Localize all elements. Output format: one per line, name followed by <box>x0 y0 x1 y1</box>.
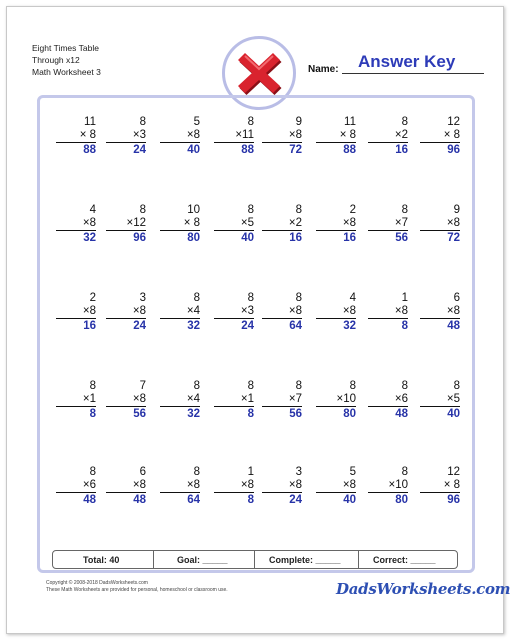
problem-answer: 32 <box>187 320 200 332</box>
problem-answer: 56 <box>395 232 408 244</box>
problem <box>316 466 356 507</box>
problem <box>368 380 408 421</box>
problem <box>368 292 408 333</box>
problem <box>160 204 200 245</box>
problem-top-number: 3 <box>139 292 146 304</box>
problem-top-number: 8 <box>349 380 356 392</box>
problem <box>56 292 96 333</box>
problem-top-number: 8 <box>401 116 408 128</box>
problem-top-number: 1 <box>247 466 254 478</box>
problem-answer: 80 <box>343 408 356 420</box>
problem-multiplier: ×8 <box>420 305 460 319</box>
problem-answer: 96 <box>133 232 146 244</box>
copyright-line-1: Copyright © 2008-2018 DadsWorksheets.com <box>46 580 148 586</box>
problem-multiplier: ×6 <box>368 393 408 407</box>
problem-answer: 64 <box>289 320 302 332</box>
problem-multiplier: ×8 <box>106 479 146 493</box>
problem <box>160 292 200 333</box>
problem-multiplier: ×8 <box>262 305 302 319</box>
problem <box>420 292 460 333</box>
problem <box>316 292 356 333</box>
problem <box>56 380 96 421</box>
problem <box>106 116 146 157</box>
problem-answer: 80 <box>395 494 408 506</box>
problem-answer: 40 <box>343 494 356 506</box>
problem <box>316 116 356 157</box>
problem-multiplier: ×5 <box>214 217 254 231</box>
problem-answer: 48 <box>395 408 408 420</box>
problem-answer: 24 <box>133 320 146 332</box>
problem-multiplier: ×8 <box>160 129 200 143</box>
problem-multiplier: ×7 <box>368 217 408 231</box>
problem-top-number: 8 <box>193 380 200 392</box>
problem <box>420 466 460 507</box>
problem-answer: 48 <box>133 494 146 506</box>
problem <box>316 380 356 421</box>
problem-top-number: 10 <box>187 204 200 216</box>
problem-answer: 56 <box>289 408 302 420</box>
problem-answer: 32 <box>83 232 96 244</box>
problem-multiplier: ×8 <box>56 305 96 319</box>
problem <box>368 204 408 245</box>
copyright-notice <box>46 580 228 594</box>
problem-top-number: 8 <box>139 204 146 216</box>
problem-multiplier: ×1 <box>214 393 254 407</box>
problem-top-number: 8 <box>295 292 302 304</box>
problem-multiplier: ×8 <box>316 479 356 493</box>
problem-top-number: 12 <box>447 116 460 128</box>
name-field <box>308 52 486 76</box>
problem-top-number: 4 <box>349 292 356 304</box>
score-bar <box>52 550 458 569</box>
problem-multiplier: ×4 <box>160 393 200 407</box>
problem <box>214 292 254 333</box>
problem-answer: 16 <box>83 320 96 332</box>
problem-top-number: 9 <box>295 116 302 128</box>
problem-top-number: 5 <box>193 116 200 128</box>
problem-top-number: 6 <box>453 292 460 304</box>
problem <box>106 380 146 421</box>
problem-answer: 24 <box>289 494 302 506</box>
problem-multiplier: ×8 <box>106 393 146 407</box>
problem-answer: 64 <box>187 494 200 506</box>
problem <box>56 204 96 245</box>
problem-answer: 8 <box>89 408 96 420</box>
correct-label: Correct: _____ <box>373 555 436 565</box>
problem-top-number: 11 <box>344 116 356 128</box>
problem <box>262 466 302 507</box>
problem <box>420 116 460 157</box>
problem-answer: 32 <box>343 320 356 332</box>
problem-top-number: 4 <box>89 204 96 216</box>
problem-top-number: 2 <box>89 292 96 304</box>
problem-top-number: 12 <box>447 466 460 478</box>
copyright-line-2: These Math Worksheets are provided for personal, homeschool or classroom use. <box>46 587 228 593</box>
problem <box>316 204 356 245</box>
problem-answer: 48 <box>447 320 460 332</box>
problem <box>160 116 200 157</box>
problem-answer: 24 <box>241 320 254 332</box>
problem <box>420 380 460 421</box>
problem-top-number: 8 <box>453 380 460 392</box>
goal-label: Goal: _____ <box>177 555 228 565</box>
problem-answer: 8 <box>247 494 254 506</box>
problem-top-number: 8 <box>401 204 408 216</box>
problem-multiplier: × 8 <box>56 129 96 143</box>
problem <box>368 466 408 507</box>
problem-multiplier: ×7 <box>262 393 302 407</box>
score-divider <box>254 551 255 568</box>
problem-multiplier: ×3 <box>106 129 146 143</box>
problem-answer: 72 <box>289 144 302 156</box>
problem-top-number: 8 <box>247 292 254 304</box>
problem-top-number: 8 <box>89 466 96 478</box>
problem <box>262 380 302 421</box>
problem-multiplier: ×6 <box>56 479 96 493</box>
problem-multiplier: ×8 <box>214 479 254 493</box>
problem <box>214 204 254 245</box>
problem-answer: 40 <box>187 144 200 156</box>
problem <box>214 116 254 157</box>
problem-multiplier: ×8 <box>368 305 408 319</box>
problem <box>106 204 146 245</box>
worksheet-title-block <box>32 42 101 78</box>
problem <box>214 466 254 507</box>
problem-answer: 16 <box>289 232 302 244</box>
problem-top-number: 11 <box>84 116 96 128</box>
answer-key-heading: Answer Key <box>358 52 456 71</box>
total-label: Total: 40 <box>83 555 120 565</box>
complete-label: Complete: _____ <box>269 555 341 565</box>
problem <box>56 466 96 507</box>
problem-answer: 24 <box>133 144 146 156</box>
problem-answer: 40 <box>241 232 254 244</box>
problem <box>262 292 302 333</box>
problem-top-number: 8 <box>193 292 200 304</box>
problem-top-number: 2 <box>349 204 356 216</box>
problem-multiplier: ×2 <box>368 129 408 143</box>
title-line-3: Math Worksheet 3 <box>32 67 101 77</box>
problem-answer: 96 <box>447 144 460 156</box>
problem <box>160 466 200 507</box>
brand-logo: DadsWorksheets.com <box>336 580 511 598</box>
problem <box>56 116 96 157</box>
problem-multiplier: ×8 <box>262 129 302 143</box>
problem-top-number: 3 <box>295 466 302 478</box>
red-x-icon <box>235 49 283 97</box>
problem-multiplier: ×8 <box>420 217 460 231</box>
problem-top-number: 9 <box>453 204 460 216</box>
name-label: Name: <box>308 64 339 75</box>
problem-answer: 32 <box>187 408 200 420</box>
problem-answer: 8 <box>401 320 408 332</box>
problem-top-number: 8 <box>295 380 302 392</box>
problem-answer: 88 <box>241 144 254 156</box>
problem <box>262 204 302 245</box>
problem-multiplier: ×1 <box>56 393 96 407</box>
problem-answer: 96 <box>447 494 460 506</box>
title-line-1: Eight Times Table <box>32 43 99 53</box>
problem <box>420 204 460 245</box>
problem-multiplier: ×3 <box>214 305 254 319</box>
problem-multiplier: × 8 <box>420 129 460 143</box>
title-line-2: Through x12 <box>32 55 80 65</box>
problem <box>106 292 146 333</box>
problem-answer: 88 <box>343 144 356 156</box>
problem <box>214 380 254 421</box>
problem-multiplier: ×8 <box>262 479 302 493</box>
problem-top-number: 8 <box>295 204 302 216</box>
problem-multiplier: ×8 <box>160 479 200 493</box>
problem-top-number: 1 <box>401 292 408 304</box>
problem-answer: 40 <box>447 408 460 420</box>
problem-top-number: 8 <box>247 116 254 128</box>
score-divider <box>358 551 359 568</box>
problem-multiplier: ×8 <box>316 305 356 319</box>
problem-multiplier: ×5 <box>420 393 460 407</box>
problem-answer: 56 <box>133 408 146 420</box>
problem <box>368 116 408 157</box>
problem-multiplier: ×12 <box>106 217 146 231</box>
problem-top-number: 8 <box>89 380 96 392</box>
problem-top-number: 8 <box>401 380 408 392</box>
problem-answer: 16 <box>395 144 408 156</box>
problem-multiplier: ×10 <box>316 393 356 407</box>
problem <box>262 116 302 157</box>
problem-multiplier: ×8 <box>106 305 146 319</box>
problem <box>106 466 146 507</box>
problem-answer: 16 <box>343 232 356 244</box>
name-underline <box>342 73 484 74</box>
problem-top-number: 7 <box>139 380 146 392</box>
problem-multiplier: × 8 <box>160 217 200 231</box>
problem-top-number: 8 <box>139 116 146 128</box>
problem-top-number: 8 <box>401 466 408 478</box>
problem-answer: 88 <box>83 144 96 156</box>
problem-multiplier: ×10 <box>368 479 408 493</box>
problem <box>160 380 200 421</box>
problem-answer: 48 <box>83 494 96 506</box>
problem-top-number: 8 <box>193 466 200 478</box>
problem-answer: 72 <box>447 232 460 244</box>
problem-top-number: 8 <box>247 204 254 216</box>
problem-multiplier: ×2 <box>262 217 302 231</box>
problem-multiplier: ×8 <box>56 217 96 231</box>
problem-answer: 8 <box>247 408 254 420</box>
problem-top-number: 5 <box>349 466 356 478</box>
problem-top-number: 6 <box>139 466 146 478</box>
problem-answer: 80 <box>187 232 200 244</box>
problem-multiplier: ×8 <box>316 217 356 231</box>
problem-multiplier: × 8 <box>316 129 356 143</box>
problems-frame <box>37 95 475 573</box>
problem-multiplier: ×11 <box>214 129 254 143</box>
problem-top-number: 8 <box>247 380 254 392</box>
problem-multiplier: × 8 <box>420 479 460 493</box>
score-divider <box>153 551 154 568</box>
problem-multiplier: ×4 <box>160 305 200 319</box>
